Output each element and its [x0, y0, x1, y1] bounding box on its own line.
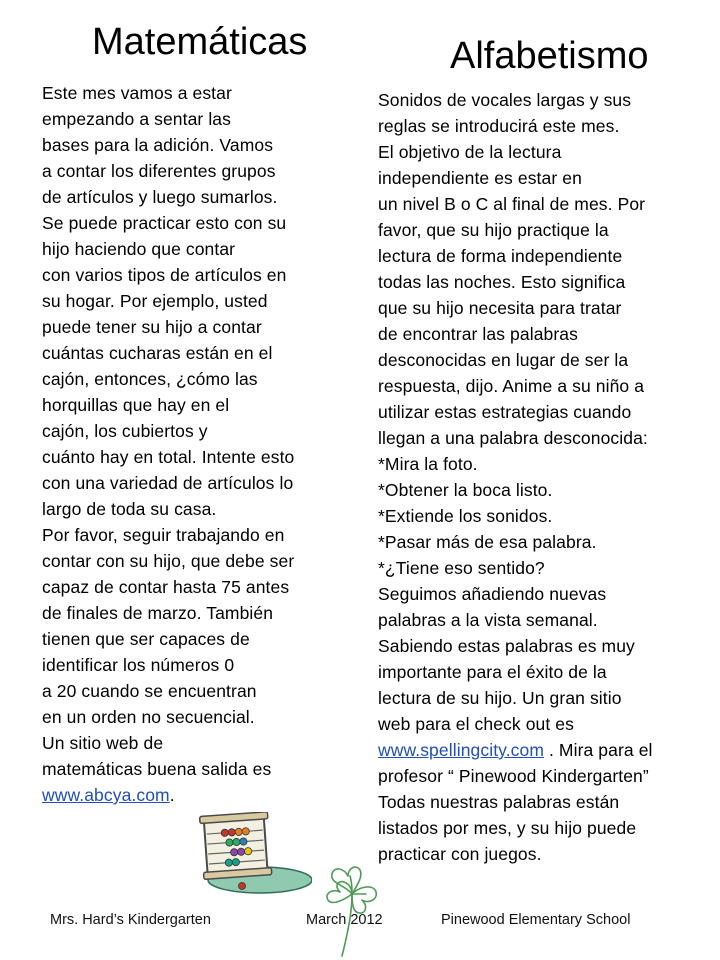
literacy-text-line: utilizar estas estrategias cuando [378, 402, 632, 422]
literacy-text-line: practicar con juegos. [378, 844, 542, 864]
literacy-text-line: llegan a una palabra desconocida: [378, 428, 648, 448]
literacy-text-line: lectura de forma independiente [378, 246, 623, 266]
math-text-line: su hogar. Por ejemplo, usted [42, 291, 268, 311]
literacy-text-line: Sabiendo estas palabras es muy [378, 636, 635, 656]
literacy-text-line: independiente es estar en [378, 168, 582, 188]
literacy-text-line: reglas se introducirá este mes. [378, 116, 620, 136]
math-text-line: cuántas cucharas están en el [42, 343, 273, 363]
literacy-title: Alfabetismo [450, 35, 649, 77]
math-title: Matemáticas [92, 21, 308, 63]
math-text-line: puede tener su hijo a contar [42, 317, 262, 337]
math-text-line: cuánto hay en total. Intente esto [42, 447, 295, 467]
math-text-line: en un orden no secuencial. [42, 707, 255, 727]
literacy-lines-before [378, 87, 714, 737]
math-text-line: contar con su hijo, que debe ser [42, 551, 295, 571]
math-text-line: a 20 cuando se encuentran [42, 681, 257, 701]
math-link-suffix: . [169, 785, 175, 805]
literacy-text-line: web para el check out es [378, 714, 574, 734]
math-text-line: capaz de contar hasta 75 antes [42, 577, 290, 597]
math-text-line: Por favor, seguir trabajando en [42, 525, 285, 545]
abacus-icon [192, 812, 312, 898]
math-text-line: horquillas que hay en el [42, 395, 230, 415]
math-text-line: de finales de marzo. También [42, 603, 274, 623]
literacy-text-line: *Pasar más de esa palabra. [378, 532, 597, 552]
literacy-text-line: Seguimos añadiendo nuevas [378, 584, 607, 604]
literacy-text-line: *¿Tiene eso sentido? [378, 558, 545, 578]
footer-class-name: Mrs. Hard’s Kindergarten [50, 912, 211, 928]
literacy-text-line: *Mira la foto. [378, 454, 478, 474]
abcya-link[interactable]: www.abcya.com [42, 785, 170, 805]
footer-school-name: Pinewood Elementary School [441, 912, 631, 928]
math-text-line: identificar los números 0 [42, 655, 235, 675]
math-text-line: Un sitio web de [42, 733, 164, 753]
literacy-text-line: respuesta, dijo. Anime a su niño a [378, 376, 645, 396]
literacy-text-line: Sonidos de vocales largas y sus [378, 90, 632, 110]
literacy-text-line: desconocidas en lugar de ser la [378, 350, 629, 370]
literacy-text-line: Todas nuestras palabras están [378, 792, 620, 812]
literacy-text-line: El objetivo de la lectura [378, 142, 562, 162]
spellingcity-link[interactable]: www.spellingcity.com [378, 740, 545, 760]
math-text-line: largo de toda su casa. [42, 499, 217, 519]
math-text-line: empezando a sentar las [42, 109, 231, 129]
literacy-paragraph [378, 87, 714, 867]
literacy-text-line: todas las noches. Esto significa [378, 272, 626, 292]
math-text-line: cajón, los cubiertos y [42, 421, 208, 441]
math-paragraph [42, 80, 354, 808]
math-text-line: bases para la adición. Vamos [42, 135, 274, 155]
literacy-text-line: de encontrar las palabras [378, 324, 578, 344]
math-text-line: con varios tipos de artículos en [42, 265, 287, 285]
literacy-text-line: listados por mes, y su hijo puede [378, 818, 637, 838]
literacy-text-line: profesor “ Pinewood Kindergarten” [378, 766, 649, 786]
math-text-line: Se puede practicar esto con su [42, 213, 287, 233]
literacy-text-line: lectura de su hijo. Un gran sitio [378, 688, 622, 708]
math-text-line: a contar los diferentes grupos [42, 161, 276, 181]
literacy-text-line: favor, que su hijo practique la [378, 220, 609, 240]
math-text-line: cajón, entonces, ¿cómo las [42, 369, 258, 389]
literacy-text-line: un nivel B o C al final de mes. Por [378, 194, 646, 214]
literacy-lines-after [378, 763, 714, 867]
literacy-text-line: importante para el éxito de la [378, 662, 607, 682]
literacy-text-line: que su hijo necesita para tratar [378, 298, 622, 318]
math-lines [42, 80, 354, 782]
literacy-text-line: *Obtener la boca listo. [378, 480, 553, 500]
math-text-line: de artículos y luego sumarlos. [42, 187, 278, 207]
literacy-link-suffix: . Mira para el [544, 740, 653, 760]
math-link-line [42, 782, 354, 808]
math-text-line: con una variedad de artículos lo [42, 473, 294, 493]
math-text-line: Este mes vamos a estar [42, 83, 232, 103]
literacy-text-line: *Extiende los sonidos. [378, 506, 553, 526]
math-text-line: matemáticas buena salida es [42, 759, 272, 779]
footer-date: March 2012 [306, 912, 383, 928]
math-text-line: hijo haciendo que contar [42, 239, 236, 259]
literacy-link-line [378, 737, 714, 763]
math-text-line: tienen que ser capaces de [42, 629, 250, 649]
literacy-text-line: palabras a la vista semanal. [378, 610, 598, 630]
